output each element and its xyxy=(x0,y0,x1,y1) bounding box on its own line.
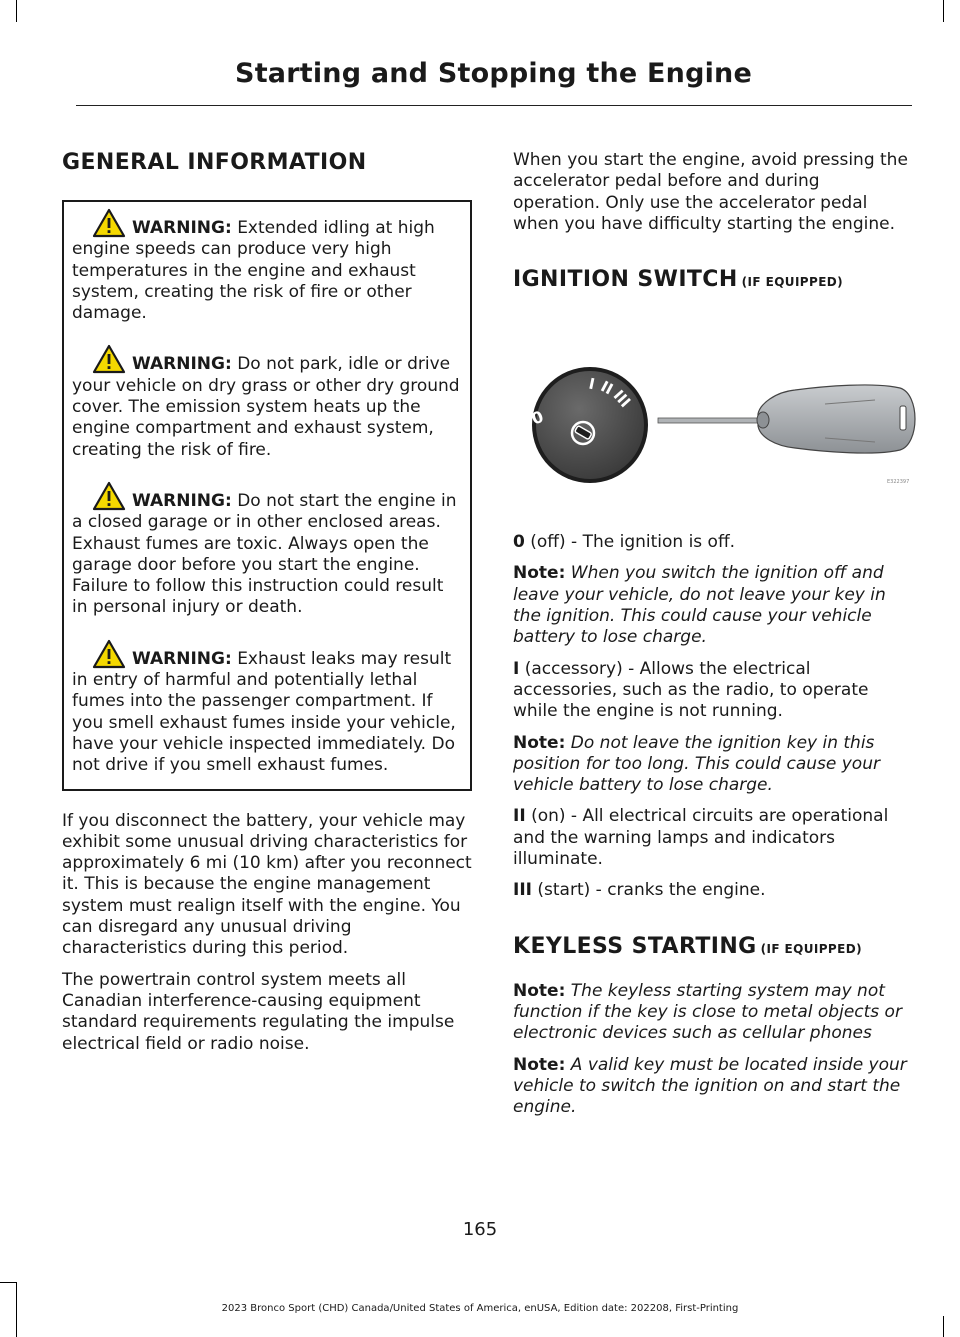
ignition-switch-heading xyxy=(513,267,910,292)
warning-text: Extended idling at high engine speeds can produce very high temperatures in the engine and exhaust system, creating the risk of fire or other damage. xyxy=(72,218,435,324)
keyless-heading-text: KEYLESS STARTING xyxy=(513,933,757,959)
crop-mark-bottom-right xyxy=(943,1316,944,1337)
note-label: Note: xyxy=(513,563,566,584)
warning-box xyxy=(62,200,472,791)
note-text: When you switch the ignition off and leave your vehicle, do not leave your key in the ignition. This could cause your vehicle battery to lose charge. xyxy=(513,563,886,648)
warning-label: WARNING: xyxy=(132,218,232,238)
ignition-item-start xyxy=(513,880,910,901)
crop-mark-top-right xyxy=(943,0,944,22)
warning-text: Do not park, idle or drive your vehicle on dry grass or other dry ground cover. The emission system heats up the engine compartment and exhaust system, creating the risk of fire. xyxy=(72,354,460,460)
ignition-key-illustration xyxy=(525,342,920,492)
battery-disconnect-paragraph: If you disconnect the battery, your vehicle may exhibit some unusual driving characteristics for approximately 6 mi (10 km) after you reconnect it. This is because the engine management system must realign itself with the engine. You can disregard any unusual driving characteristics during this period. xyxy=(62,810,472,959)
crop-mark-bottom-left-h xyxy=(0,1282,16,1283)
keyless-note-1 xyxy=(513,981,910,1045)
ignition-heading-text: IGNITION SWITCH xyxy=(513,267,738,293)
dial-label-i: I xyxy=(587,374,597,394)
ignition-equipped-label: (IF EQUIPPED) xyxy=(741,275,844,290)
dial-label-ii: II xyxy=(597,377,617,399)
ignition-item-accessory xyxy=(513,659,910,723)
note-text: Do not leave the ignition key in this position for too long. This could cause your vehicle battery to lose charge. xyxy=(513,732,880,796)
general-information-heading: GENERAL INFORMATION xyxy=(62,150,367,175)
position-label: 0 xyxy=(513,532,525,553)
position-text: (start) - cranks the engine. xyxy=(537,880,766,901)
crop-mark-top-left xyxy=(16,0,17,22)
note-text: A valid key must be located inside your vehicle to switch the ignition on and start the engine. xyxy=(513,1054,907,1118)
ignition-dial xyxy=(529,367,648,483)
note-label: Note: xyxy=(513,980,566,1001)
powertrain-paragraph: The powertrain control system meets all Canadian interference-causing equipment standard requirements regulating the impulse electrical field or radio noise. xyxy=(62,969,455,1054)
left-column xyxy=(62,150,472,1055)
position-label: III xyxy=(513,880,532,901)
warning-triangle-icon xyxy=(92,639,126,669)
warning-label: WARNING: xyxy=(132,648,232,669)
position-text: (accessory) - Allows the electrical accessories, such as the radio, to operate while the engine is not running. xyxy=(513,658,869,722)
keyless-note-2 xyxy=(513,1055,910,1119)
warning-3 xyxy=(72,481,464,619)
key-fob xyxy=(658,385,915,453)
warning-label: WARNING: xyxy=(132,490,232,511)
dial-label-iii: III xyxy=(609,386,635,412)
warning-text: Exhaust leaks may result in entry of harmful and potentially lethal fumes into the passenger compartment. If you smell exhaust fumes inside your vehicle, have your vehicle inspected immediately. Do not drive if you smell exhaust fumes. xyxy=(72,648,456,776)
right-column xyxy=(513,150,910,1118)
ignition-note-1 xyxy=(513,563,910,648)
ignition-item-on xyxy=(513,806,910,870)
warning-2 xyxy=(72,344,464,460)
position-label: I xyxy=(513,658,520,679)
warning-4 xyxy=(72,639,464,777)
position-label: II xyxy=(513,806,526,827)
keyless-equipped-label: (IF EQUIPPED) xyxy=(760,941,862,956)
image-id: E322397 xyxy=(887,479,910,485)
warning-text: Do not start the engine in a closed garage or in other enclosed areas. Exhaust fumes are toxic. Always open the garage door before you start the engine. Failure to follow this instruction could result in personal injury or death. xyxy=(72,490,457,618)
dial-label-0: 0 xyxy=(528,406,546,429)
note-label: Note: xyxy=(513,1054,566,1075)
note-label: Note: xyxy=(513,732,566,753)
edition-footer: 2023 Bronco Sport (CHD) Canada/United States of America, enUSA, Edition date: 202208, First-Printing xyxy=(221,1303,739,1314)
warning-label: WARNING: xyxy=(132,354,232,375)
accelerator-paragraph: When you start the engine, avoid pressing the accelerator pedal before and during operation. Only use the accelerator pedal when you have difficulty starting the engine. xyxy=(513,150,908,234)
warning-triangle-icon xyxy=(92,481,126,511)
header-divider xyxy=(76,105,912,106)
ignition-note-2 xyxy=(513,733,910,797)
position-text: (on) - All electrical circuits are operational and the warning lamps and indicators illuminate. xyxy=(513,806,889,870)
note-text: The keyless starting system may not function if the key is close to metal objects or electronic devices such as cellular phones xyxy=(513,980,902,1044)
position-text: (off) - The ignition is off. xyxy=(530,532,736,553)
page-number: 165 xyxy=(462,1219,498,1240)
warning-triangle-icon xyxy=(92,344,126,374)
keyless-starting-heading xyxy=(513,934,910,959)
page-title: Starting and Stopping the Engine xyxy=(235,58,752,89)
warning-1 xyxy=(72,208,464,324)
warning-triangle-icon xyxy=(92,208,126,238)
ignition-item-off xyxy=(513,532,910,553)
